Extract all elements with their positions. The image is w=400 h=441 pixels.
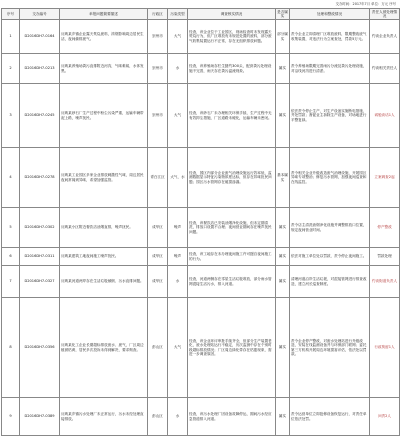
header-verified: 是否属实 (277, 9, 288, 18)
row-no: 9 (2, 398, 20, 436)
row-desc: 反映某建筑工地夜间施工噪声扰民。 (60, 248, 148, 266)
row-type: 噪声 (168, 248, 188, 266)
row-code: D2016DH7-0245 (20, 84, 60, 148)
row-verified: 属实 (276, 398, 290, 436)
row-district: 青白江区 (148, 148, 168, 208)
header-person: 责任人被处理情况 (370, 9, 400, 20)
row-code: D2016DH7-0278 (20, 148, 60, 208)
table-row (2, 266, 400, 298)
row-desc: 反映某乡镇污水处理厂未正常运行，污水未经处理直接排放。 (60, 398, 148, 436)
row-code: D2016DH7-0213 (20, 54, 60, 84)
row-person: 罚款处理 (370, 248, 400, 266)
row-district: 崇州市 (148, 54, 168, 84)
header-handling: 处理和整改情况 (290, 9, 370, 20)
row-type: 水 (168, 398, 188, 436)
row-district: 成华区 (148, 266, 168, 298)
row-code: D2016DH7-0311 (20, 248, 60, 266)
row-district: 成华区 (148, 208, 168, 248)
row-person: 立案调查2起 (370, 148, 400, 208)
row-no: 6 (2, 248, 20, 266)
complaint-table (1, 8, 400, 436)
row-type: 大气 (168, 84, 188, 148)
row-desc: 反映某养殖场粪污直排附近河沟，气味难闻，水体发黑。 (60, 54, 148, 84)
row-verified: 属实 (276, 54, 290, 84)
row-finding: 经查，该砂石厂未办理相关环保手续，生产过程中无有效抑尘措施，厂区道路未硬化，运输车辆未密闭。 (188, 84, 276, 148)
row-person: 停产整改 (370, 208, 400, 248)
row-handling: 责令运营单位立即抢修设备恢复运行，对责任单位依法处罚。 (290, 398, 370, 436)
table-row (2, 248, 400, 266)
row-finding: 经查，园区内部分企业废气治理设施运行效率低，监测数据显示特征污染物浓度达标，但存在异味扰民问题；园区污水管网存在破损渗漏。 (188, 148, 276, 208)
row-no: 4 (2, 148, 20, 208)
header-district: 行政区 (148, 9, 168, 20)
row-person: 约谈相关责任人 (370, 54, 400, 84)
row-no: 1 (2, 20, 20, 54)
row-verified: 属实 (276, 208, 290, 248)
row-code: D2016DH7-0356 (20, 298, 60, 398)
table-row (2, 84, 400, 148)
row-verified: 部分属实 (276, 20, 290, 54)
row-district: 彭山区 (148, 398, 168, 436)
row-handling: 责令企业停产整改，对废水处理站进行升级改造，安装在线监测设备并与环保部门联网；委托第三方机构开展周边环境损害评估，依法处以罚款。 (290, 298, 370, 398)
row-no: 8 (2, 298, 20, 398)
table-row (2, 398, 400, 436)
row-type: 水 (168, 266, 188, 298)
row-code: D2016DH7-0389 (20, 398, 60, 436)
row-desc: 反映某工业园区多家企业排放刺激性气味，周边居民夜间常闻到异味，希望加强监管。 (60, 148, 148, 208)
row-district: 崇州市 (148, 84, 168, 148)
row-district: 成华区 (148, 248, 168, 266)
table-row (2, 20, 400, 54)
table-row (2, 208, 400, 248)
table-row (2, 54, 400, 84)
row-finding: 经查，河道两侧存在零星生活垃圾堆放，部分雨水管网混接生活污水，排入河道。 (188, 266, 276, 298)
table-header-row (2, 9, 400, 20)
header-finding: 调查核实情况 (188, 9, 276, 20)
row-finding: 经查，该工地存在未办理夜间施工许可擅自夜间施工的行为。 (188, 248, 276, 266)
row-person: 约谈企业负责人 (370, 20, 400, 54)
row-verified: 属实 (276, 248, 290, 266)
row-finding: 经查，该养殖场存栏生猪约300头，配套粪污处理设施不完善，雨天存在粪污溢流现象。 (188, 54, 276, 84)
row-desc: 反映某小区附近餐饮店油烟直排，噪声扰民。 (60, 208, 148, 248)
header-no: 序号 (2, 9, 20, 20)
row-person: 行政拘留1人 (370, 298, 400, 398)
header-desc: 举报问题简要描述 (60, 9, 148, 20)
row-handling: 清理河道沿岸生活垃圾，对混接管网进行排查改造，建立河长巡查制度。 (290, 266, 370, 298)
row-district: 崇州市 (148, 20, 168, 54)
row-no: 2 (2, 54, 20, 84)
row-finding: 经查，该企业环评审批手续齐全，但部分生产装置老化，废水处理站运行不稳定，历次监测中存在个别时段超标排放情况；厂区周边绿化带存在枯萎现象，需进一步调查原因。 (188, 298, 276, 398)
row-person: 约谈街道负责人 (370, 266, 400, 298)
row-finding: 经查，该企业位于工业园区，现场检查时未发现露天焚烧行为，但厂区堆放有未规范处置的废料，部分废气收集装置运行不正常，存在无组织排放问题。 (188, 20, 276, 54)
row-verified: 基本属实 (276, 148, 290, 208)
row-handling: 责令相关企业升级改造废气治理设施，开展园区异味专项整治；修复污水管网，加强夜间巡查和在线监控。 (290, 148, 370, 208)
row-code: D2016DH7-0302 (20, 208, 60, 248)
row-handling: 责令养殖场限期完善雨污分流及粪污处理设施，对沿线河沟进行清淤。 (290, 54, 370, 84)
header-code: 交办编号 (20, 9, 60, 20)
row-desc: 反映某河道两岸存在生活垃圾倾倒、污水直排问题。 (60, 266, 148, 298)
row-handling: 责令企业立即清理厂区堆放废料，限期整改废气收集装置，对违法行为立案查处，罚款5万元。 (290, 20, 370, 54)
row-type: 大气、水 (168, 148, 188, 208)
top-note: 交办时间：2017年7月 单位：万元 序号 (335, 2, 396, 6)
row-handling: 依法责令停止生产，对生产设备实施断电措施，并处罚款；督促业主拆除生产设备，对场地进行平整复绿。 (290, 84, 370, 148)
row-person: 诫勉谈话1人 (370, 84, 400, 148)
row-desc: 反映某化工企业长期超标排放废水、废气，厂区周边植被枯黄，居民多次投诉未得到解决，要求彻查。 (60, 298, 148, 398)
row-desc: 反映某乡镇企业露天焚烧废料，浓烟影响周边居民生活，夜间偷排废气。 (60, 20, 148, 54)
row-person: 问责2人 (370, 398, 400, 436)
row-district: 彭山区 (148, 298, 168, 398)
row-type: 噪声 (168, 208, 188, 248)
row-verified: 属实 (276, 298, 290, 398)
row-type: 大气 (168, 298, 188, 398)
row-type: 水 (168, 54, 188, 84)
row-type: 大气 (168, 20, 188, 54)
row-no: 5 (2, 208, 20, 248)
row-finding: 经查，该污水处理厂因设备故障停运，期间污水经应急管道排入河道。 (188, 398, 276, 436)
row-verified: 属实 (276, 84, 290, 148)
row-finding: 经查，该餐饮店已安装油烟净化设施，但未定期清洗，排放口设置不合理；夜间营业期间存在噪声扰民问题。 (188, 208, 276, 248)
row-verified: 属实 (276, 266, 290, 298)
row-no: 7 (2, 266, 20, 298)
row-desc: 反映某砂石厂生产过程中粉尘污染严重，运输车辆带泥上路，噪声扰民。 (60, 84, 148, 148)
table-row (2, 148, 400, 208)
table-row (2, 298, 400, 398)
row-handling: 责令店主清洗油烟净化设施并调整排放口位置，规定夜间营业时间。 (290, 208, 370, 248)
header-type: 污染类型 (168, 9, 188, 20)
row-code: D2016DH7-0164 (20, 20, 60, 54)
row-no: 3 (2, 84, 20, 148)
row-handling: 依法对施工单位处以罚款，责令停止夜间施工。 (290, 248, 370, 266)
row-code: D2016DH7-0327 (20, 266, 60, 298)
